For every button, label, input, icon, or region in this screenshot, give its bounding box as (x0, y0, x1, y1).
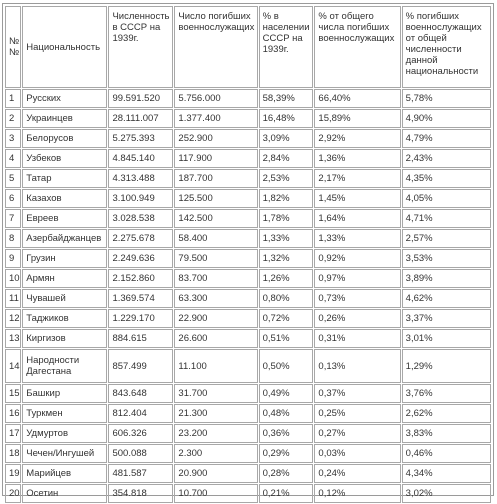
cell-number: 3 (5, 129, 21, 148)
cell-percent-killed-of-nationality: 3,89% (402, 269, 491, 288)
cell-nationality: Казахов (22, 189, 107, 208)
cell-killed: 1.377.400 (174, 109, 257, 128)
cell-percent-population: 1,26% (259, 269, 314, 288)
cell-population: 2.249.636 (108, 249, 173, 268)
cell-percent-killed-of-nationality: 4,62% (402, 289, 491, 308)
cell-population: 3.028.538 (108, 209, 173, 228)
cell-percent-population: 58,39% (259, 89, 314, 108)
cell-number: 8 (5, 229, 21, 248)
table-body (5, 89, 491, 503)
cell-percent-population: 0,48% (259, 404, 314, 423)
cell-percent-killed-of-nationality: 4,71% (402, 209, 491, 228)
cell-number: 16 (5, 404, 21, 423)
cell-nationality: Туркмен (22, 404, 107, 423)
cell-killed: 142.500 (174, 209, 257, 228)
cell-number: 11 (5, 289, 21, 308)
cell-population: 812.404 (108, 404, 173, 423)
cell-percent-killed-of-nationality: 4,35% (402, 169, 491, 188)
cell-number: 18 (5, 444, 21, 463)
cell-percent-killed-of-nationality: 2,43% (402, 149, 491, 168)
cell-population: 4.845.140 (108, 149, 173, 168)
cell-killed: 5.756.000 (174, 89, 257, 108)
cell-nationality: Чечен/Ингушей (22, 444, 107, 463)
cell-nationality: Узбеков (22, 149, 107, 168)
cell-nationality: Марийцев (22, 464, 107, 483)
cell-killed: 79.500 (174, 249, 257, 268)
cell-nationality: Осетин (22, 484, 107, 503)
cell-percent-killed-of-nationality: 3,83% (402, 424, 491, 443)
cell-killed: 23.200 (174, 424, 257, 443)
cell-percent-killed-of-nationality: 4,90% (402, 109, 491, 128)
table-row (5, 229, 491, 248)
header-killed-servicemen: Число погибших военнослужащих (174, 6, 257, 88)
cell-percent-killed-of-nationality: 2,57% (402, 229, 491, 248)
cell-percent-population: 0,49% (259, 384, 314, 403)
cell-killed: 58.400 (174, 229, 257, 248)
cell-percent-population: 0,50% (259, 349, 314, 383)
table-row (5, 169, 491, 188)
table-row (5, 464, 491, 483)
cell-percent-killed-of-nationality: 3,37% (402, 309, 491, 328)
cell-population: 1.229.170 (108, 309, 173, 328)
cell-killed: 20.900 (174, 464, 257, 483)
cell-killed: 31.700 (174, 384, 257, 403)
cell-nationality: Киргизов (22, 329, 107, 348)
cell-number: 15 (5, 384, 21, 403)
cell-killed: 22.900 (174, 309, 257, 328)
cell-percent-population: 2,53% (259, 169, 314, 188)
table-row (5, 349, 491, 383)
cell-percent-of-killed: 1,45% (314, 189, 400, 208)
header-percent-killed-of-nationality: % погибших военнослужащих от общей численности данной национальности (402, 6, 491, 88)
cell-population: 481.587 (108, 464, 173, 483)
cell-number: 12 (5, 309, 21, 328)
cell-nationality: Армян (22, 269, 107, 288)
table-row (5, 109, 491, 128)
cell-percent-of-killed: 0,24% (314, 464, 400, 483)
cell-percent-population: 0,29% (259, 444, 314, 463)
cell-percent-of-killed: 0,92% (314, 249, 400, 268)
cell-percent-population: 0,21% (259, 484, 314, 503)
cell-percent-of-killed: 2,92% (314, 129, 400, 148)
cell-percent-killed-of-nationality: 0,46% (402, 444, 491, 463)
cell-percent-population: 1,82% (259, 189, 314, 208)
cell-percent-population: 3,09% (259, 129, 314, 148)
header-nationality: Национальность (22, 6, 107, 88)
cell-percent-of-killed: 0,25% (314, 404, 400, 423)
cell-number: 14 (5, 349, 21, 383)
cell-percent-killed-of-nationality: 5,78% (402, 89, 491, 108)
cell-percent-of-killed: 0,97% (314, 269, 400, 288)
table-row (5, 209, 491, 228)
table-row (5, 384, 491, 403)
table-row (5, 484, 491, 503)
table-row (5, 269, 491, 288)
cell-population: 606.326 (108, 424, 173, 443)
cell-killed: 252.900 (174, 129, 257, 148)
cell-nationality: Азербайджанцев (22, 229, 107, 248)
cell-percent-population: 0,36% (259, 424, 314, 443)
cell-percent-of-killed: 0,37% (314, 384, 400, 403)
cell-nationality: Башкир (22, 384, 107, 403)
cell-population: 843.648 (108, 384, 173, 403)
cell-nationality: Чувашей (22, 289, 107, 308)
cell-population: 3.100.949 (108, 189, 173, 208)
cell-nationality: Татар (22, 169, 107, 188)
cell-percent-killed-of-nationality: 1,29% (402, 349, 491, 383)
cell-population: 500.088 (108, 444, 173, 463)
cell-killed: 187.700 (174, 169, 257, 188)
cell-percent-killed-of-nationality: 3,53% (402, 249, 491, 268)
cell-number: 2 (5, 109, 21, 128)
cell-nationality: Народности Дагестана (22, 349, 107, 383)
cell-percent-of-killed: 0,13% (314, 349, 400, 383)
table-row (5, 249, 491, 268)
cell-number: 19 (5, 464, 21, 483)
cell-percent-population: 1,32% (259, 249, 314, 268)
cell-percent-of-killed: 0,31% (314, 329, 400, 348)
cell-number: 10 (5, 269, 21, 288)
header-number: № № (5, 6, 21, 88)
cell-percent-killed-of-nationality: 2,62% (402, 404, 491, 423)
cell-number: 4 (5, 149, 21, 168)
cell-percent-of-killed: 1,36% (314, 149, 400, 168)
cell-number: 5 (5, 169, 21, 188)
cell-nationality: Таджиков (22, 309, 107, 328)
cell-nationality: Белорусов (22, 129, 107, 148)
cell-nationality: Русских (22, 89, 107, 108)
table-row (5, 404, 491, 423)
cell-percent-killed-of-nationality: 4,34% (402, 464, 491, 483)
cell-killed: 21.300 (174, 404, 257, 423)
cell-percent-of-killed: 0,03% (314, 444, 400, 463)
cell-population: 884.615 (108, 329, 173, 348)
cell-percent-population: 0,72% (259, 309, 314, 328)
cell-killed: 10.700 (174, 484, 257, 503)
cell-percent-of-killed: 0,26% (314, 309, 400, 328)
cell-percent-population: 0,51% (259, 329, 314, 348)
table-row (5, 149, 491, 168)
cell-killed: 11.100 (174, 349, 257, 383)
cell-number: 20 (5, 484, 21, 503)
cell-percent-population: 2,84% (259, 149, 314, 168)
cell-percent-of-killed: 1,64% (314, 209, 400, 228)
cell-percent-of-killed: 0,12% (314, 484, 400, 503)
cell-percent-population: 0,80% (259, 289, 314, 308)
cell-population: 2.275.678 (108, 229, 173, 248)
cell-percent-killed-of-nationality: 3,76% (402, 384, 491, 403)
cell-percent-population: 0,28% (259, 464, 314, 483)
nationality-losses-table (4, 5, 492, 504)
table-row (5, 329, 491, 348)
cell-nationality: Удмуртов (22, 424, 107, 443)
cell-percent-of-killed: 2,17% (314, 169, 400, 188)
cell-nationality: Евреев (22, 209, 107, 228)
table-row (5, 129, 491, 148)
cell-number: 1 (5, 89, 21, 108)
table-frame (2, 3, 494, 499)
cell-nationality: Грузин (22, 249, 107, 268)
cell-percent-killed-of-nationality: 3,02% (402, 484, 491, 503)
cell-population: 857.499 (108, 349, 173, 383)
cell-percent-population: 1,78% (259, 209, 314, 228)
cell-percent-population: 16,48% (259, 109, 314, 128)
cell-population: 99.591.520 (108, 89, 173, 108)
cell-population: 4.313.488 (108, 169, 173, 188)
cell-percent-killed-of-nationality: 3,01% (402, 329, 491, 348)
cell-killed: 63.300 (174, 289, 257, 308)
header-population-1939: Численность в СССР на 1939г. (108, 6, 173, 88)
header-percent-of-killed: % от общего числа погибших военнослужащих (314, 6, 400, 88)
cell-number: 13 (5, 329, 21, 348)
cell-percent-population: 1,33% (259, 229, 314, 248)
cell-population: 28.111.007 (108, 109, 173, 128)
cell-killed: 2.300 (174, 444, 257, 463)
cell-population: 2.152.860 (108, 269, 173, 288)
cell-killed: 26.600 (174, 329, 257, 348)
cell-population: 5.275.393 (108, 129, 173, 148)
cell-killed: 83.700 (174, 269, 257, 288)
header-percent-population: % в населении СССР на 1939г. (259, 6, 314, 88)
cell-number: 17 (5, 424, 21, 443)
cell-percent-of-killed: 15,89% (314, 109, 400, 128)
cell-killed: 117.900 (174, 149, 257, 168)
cell-killed: 125.500 (174, 189, 257, 208)
cell-percent-killed-of-nationality: 4,05% (402, 189, 491, 208)
cell-number: 9 (5, 249, 21, 268)
table-row (5, 444, 491, 463)
cell-population: 354.818 (108, 484, 173, 503)
cell-percent-of-killed: 0,73% (314, 289, 400, 308)
table-row (5, 89, 491, 108)
cell-percent-of-killed: 66,40% (314, 89, 400, 108)
header-row (5, 6, 491, 88)
cell-number: 7 (5, 209, 21, 228)
cell-percent-of-killed: 1,33% (314, 229, 400, 248)
table-row (5, 309, 491, 328)
table-row (5, 424, 491, 443)
cell-number: 6 (5, 189, 21, 208)
cell-percent-killed-of-nationality: 4,79% (402, 129, 491, 148)
cell-population: 1.369.574 (108, 289, 173, 308)
cell-nationality: Украинцев (22, 109, 107, 128)
table-row (5, 289, 491, 308)
table-row (5, 189, 491, 208)
cell-percent-of-killed: 0,27% (314, 424, 400, 443)
